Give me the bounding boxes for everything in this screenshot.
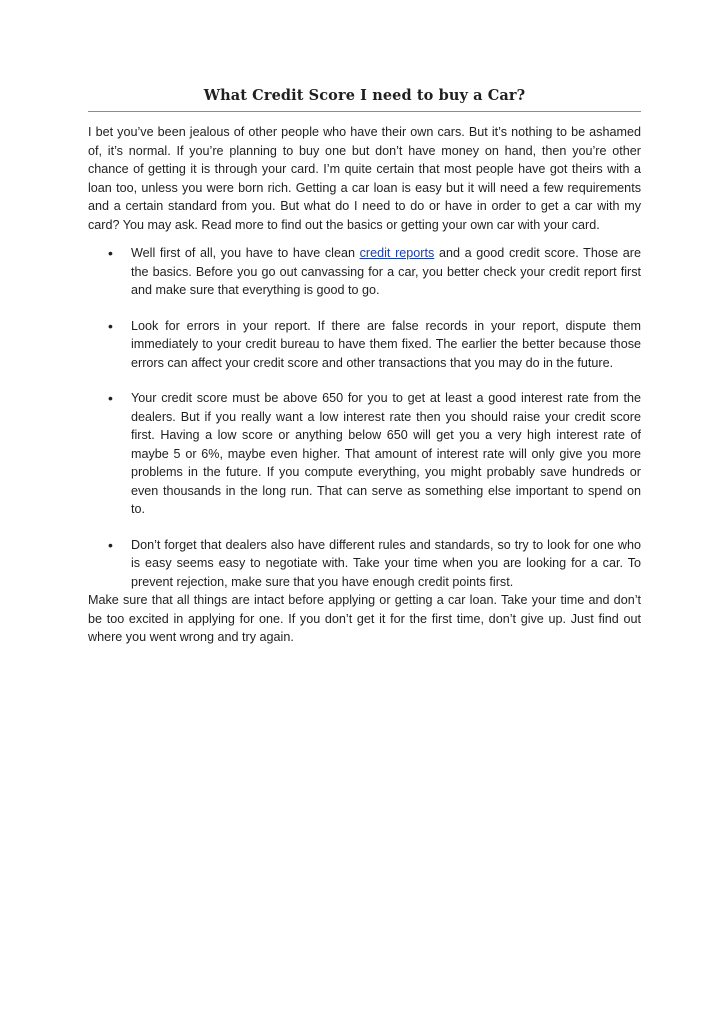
bullet-2-text: Look for errors in your report. If there are false records in your report, dispute them immediately to your credit bureau to have them fixed. The earlier the better because those errors can affect your credit score and other transactions that you may do in the future.	[131, 318, 641, 370]
bullet-list	[88, 244, 641, 591]
bullet-3-text: Your credit score must be above 650 for you to get at least a good interest rate from the dealers. But if you really want a low interest rate then you should raise your credit score first. Having a low score or anything below 650 will get you a very high interest rate of maybe 5 or 6%, maybe even higher. That amount of interest rate will only give you more problems in the future. If you compute everything, you might probably save hundreds or even thousands in the long run. That can serve as something else important to spend on to.	[131, 391, 641, 516]
document-page	[88, 86, 641, 647]
bullet-4-text: Don’t forget that dealers also have different rules and standards, so try to look for one who is easy seems easy to negotiate with. Take your time when you are looking for a car. To prevent rejection, make sure that you have enough credit points first.	[131, 537, 641, 589]
bullet-icon: •	[108, 245, 113, 261]
bullet-icon: •	[108, 317, 113, 334]
bullet-icon: •	[108, 390, 113, 406]
bullet-1-text-end: and a good credit score. Those are the basics. Before you go out canvassing for a car, you better check your credit report first and make sure that everything is good to go.	[131, 246, 641, 297]
bullet-item-dealers	[88, 536, 641, 592]
credit-reports-link[interactable]: credit reports	[359, 246, 435, 260]
bullet-1-text-start: Well first of all, you have to have clean	[131, 246, 360, 260]
bullet-item-credit-score	[88, 389, 641, 519]
bullet-icon: •	[108, 536, 113, 553]
bullet-item-errors	[88, 317, 641, 373]
intro-paragraph: I bet you’ve been jealous of other people who have their own cars. But it’s nothing to be ashamed of, it’s normal. If you’re planning to buy one but don’t have money on hand, then you’re other chance of getting it is through your card. I’m quite certain that most people have got theirs with a loan too, unless you were born rich. Getting a car loan is easy but it will need a few requirements and a certain standard from you. But what do I need to do or have in order to get a car with my card? You may ask. Read more to find out the basics or getting your own car with your card.	[88, 125, 641, 232]
bullet-item-credit-reports	[88, 244, 641, 300]
document-title: What Credit Score I need to buy a Car?	[88, 86, 641, 112]
closing-paragraph: Make sure that all things are intact before applying or getting a car loan. Take your time and don’t be too excited in applying for one. If you don’t get it for the first time, don’t give up. Just find out where you went wrong and try again.	[88, 593, 641, 644]
